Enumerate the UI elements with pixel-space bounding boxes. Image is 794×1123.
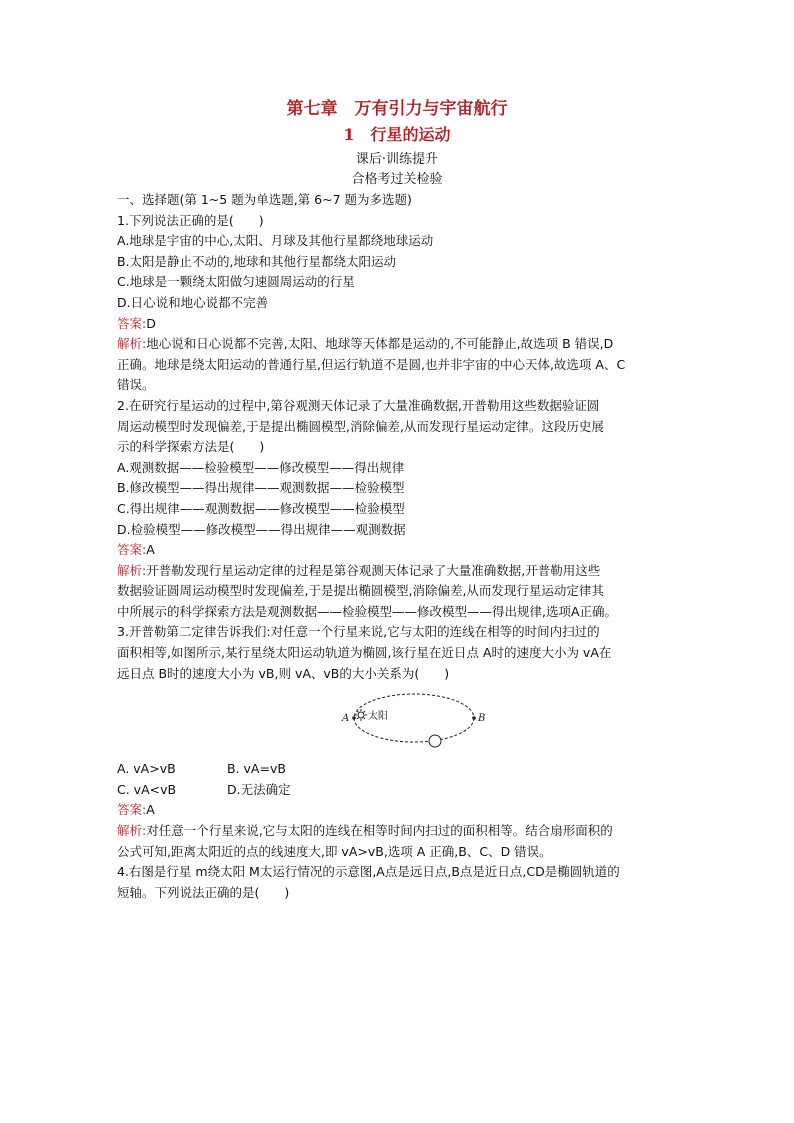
analysis-text: 开普勒发现行星运动定律的过程是第谷观测天体记录了大量准确数据,开普勒用这些	[146, 562, 601, 578]
answer-label: 答案:	[117, 542, 147, 558]
q1-option-d: D.日心说和地心说都不完善	[117, 294, 269, 310]
point-a-dot	[352, 716, 356, 720]
answer-value: D	[146, 315, 156, 331]
point-b-dot	[472, 716, 476, 720]
q1-option-a: A.地球是宇宙的中心,太阳、月球及其他行星都绕地球运动	[117, 233, 434, 249]
q2-analysis-line-3: 中所展示的科学探索方法是观测数据——检验模型——修改模型——得出规律,选项A正确。	[117, 603, 618, 619]
section-heading: 一、选择题(第 1~5 题为单选题,第 6~7 题为多选题)	[117, 192, 412, 207]
point-b-label: B	[478, 713, 486, 725]
section-title: 1 行星的运动	[343, 125, 451, 144]
answer-value: A	[146, 802, 155, 818]
q2-option-c: C.得出规律——观测数据——修改模型——检验模型	[117, 500, 405, 516]
q2-option-a: A.观测数据——检验模型——修改模型——得出规律	[117, 459, 405, 475]
analysis-label: 解析:	[117, 823, 147, 839]
q3-options-row-1	[117, 759, 677, 780]
q3-option-d: D.无法确定	[227, 781, 291, 797]
q2-stem-line-2: 周运动模型时发现偏差,于是提出椭圆模型,消除偏差,从而发现行星运动定律。这段历史展	[117, 418, 604, 434]
planet-icon	[429, 735, 441, 747]
q3-answer	[117, 800, 677, 821]
q3-analysis-line-1	[117, 821, 677, 842]
q2-analysis-line-2: 数据验证圆周运动模型时发现偏差,于是提出椭圆模型,消除偏差,从而发现行星运动定律其	[117, 583, 604, 599]
q1-analysis-line-1	[117, 334, 677, 355]
q1-option-c: C.地球是一颗绕太阳做匀速圆周运动的行星	[117, 274, 355, 290]
answer-value: A	[146, 542, 155, 558]
answer-label: 答案:	[117, 802, 147, 818]
q2-answer	[117, 540, 677, 561]
q3-options-row-2	[117, 780, 677, 801]
q3-option-a: A. vA>vB	[117, 761, 176, 777]
q4-stem-line-2: 短轴。下列说法正确的是( )	[117, 884, 290, 900]
q1-analysis-line-3: 错误。	[117, 377, 155, 393]
q3-option-c: C. vA<vB	[117, 781, 177, 797]
q1-stem: 1.下列说法正确的是( )	[117, 212, 264, 228]
q2-stem-line-1: 2.在研究行星运动的过程中,第谷观测天体记录了大量准确数据,开普勒用这些数据验证圆	[117, 397, 600, 413]
q3-stem-line-3: 远日点 B时的速度大小为 vB,则 vA、vB的大小关系为( )	[117, 665, 450, 681]
q2-option-b: B.修改模型——得出规律——观测数据——检验模型	[117, 480, 405, 496]
q2-option-d: D.检验模型——修改模型——得出规律——观测数据	[117, 521, 406, 537]
sun-label: 太阳	[368, 711, 388, 723]
point-a-label: A	[342, 713, 350, 725]
subtitle-check: 合格考过关检验	[351, 172, 443, 187]
answer-label: 答案:	[117, 315, 147, 331]
q2-analysis-line-1	[117, 561, 677, 582]
analysis-label: 解析:	[117, 336, 147, 352]
q3-stem-line-2: 面积相等,如图所示,某行星绕太阳运动轨道为椭圆,该行星在近日点 A时的速度大小为 vA在	[117, 645, 612, 661]
q3-analysis-line-2: 公式可知,距离太阳近的点的线速度大,即 vA>vB,选项 A 正确,B、C、D 错误。	[117, 843, 552, 859]
orbit-figure	[117, 684, 677, 759]
chapter-title: 第七章 万有引力与宇宙航行	[286, 99, 508, 119]
orbit-diagram	[332, 686, 486, 754]
subtitle-practice: 课后·训练提升	[355, 152, 439, 167]
q1-answer	[117, 314, 677, 335]
q3-stem-line-1: 3.开普勒第二定律告诉我们:对任意一个行星来说,它与太阳的连线在相等的时间内扫过的	[117, 624, 600, 640]
q3-option-b: B. vA=vB	[227, 761, 286, 777]
q4-stem-line-1: 4.右图是行星 m绕太阳 M太运行情况的示意图,A点是远日点,B点是近日点,CD是椭圆轨道的	[117, 864, 620, 880]
q1-option-b: B.太阳是静止不动的,地球和其他行星都绕太阳运动	[117, 253, 397, 269]
analysis-text: 地心说和日心说都不完善,太阳、地球等天体都是运动的,不可能静止,故选项 B 错误,D	[146, 336, 614, 352]
worksheet-page	[117, 96, 677, 903]
analysis-label: 解析:	[117, 562, 147, 578]
q1-analysis-line-2: 正确。地球是绕太阳运动的普通行星,但运行轨道不是圆,也并非宇宙的中心天体,故选项 A、C	[117, 356, 626, 372]
q2-stem-line-3: 示的科学探索方法是( )	[117, 439, 265, 455]
analysis-text: 对任意一个行星来说,它与太阳的连线在相等时间内扫过的面积相等。结合扇形面积的	[146, 823, 613, 839]
